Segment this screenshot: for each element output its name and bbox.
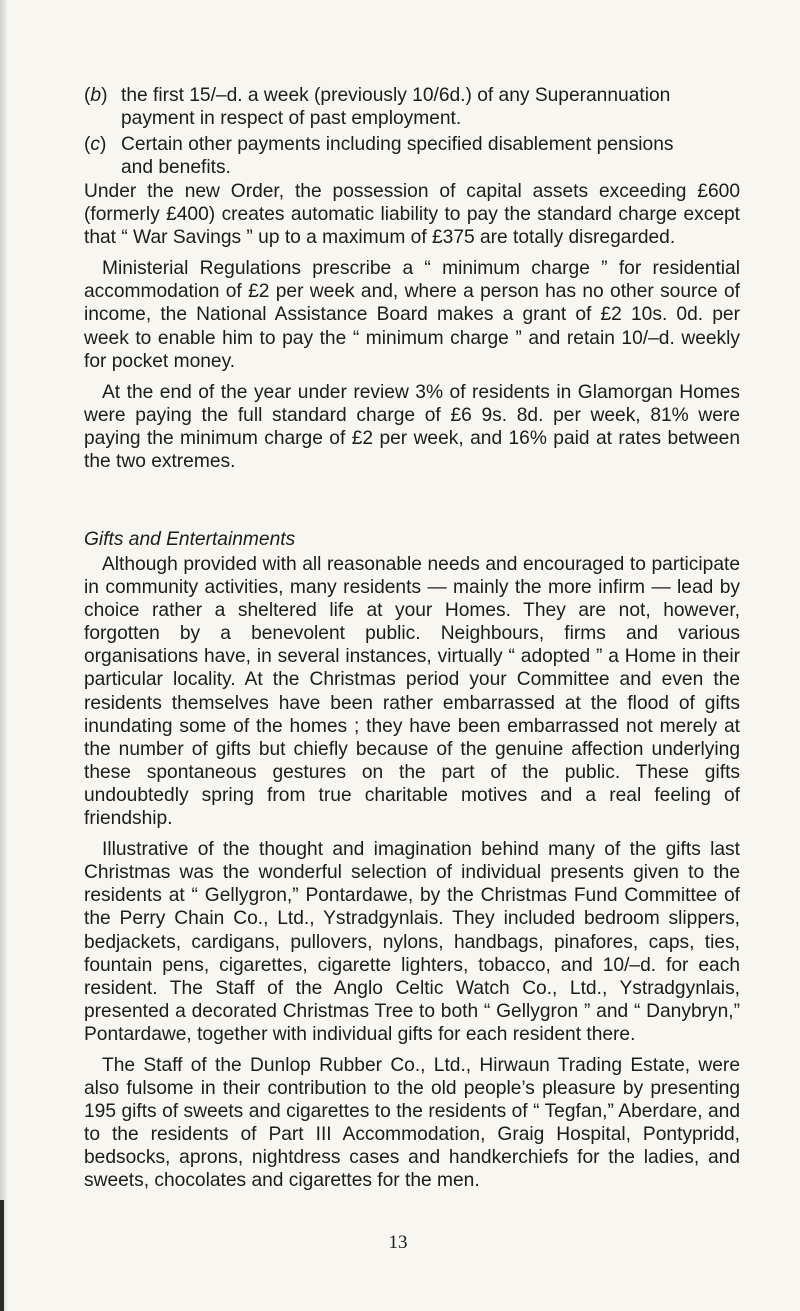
list-item-c-line-1: Certain other payments including specified disablement pensions [121, 134, 674, 156]
paragraph-residents-rates: At the end of the year under review 3% of residents in Glamorgan Homes were paying the full standard charge of £6 9s. 8d. per week, 81% were paying the minimum charge of £2 per week, and 16% paid at rates between the two extremes. [84, 381, 740, 473]
page-number: 13 [388, 1232, 408, 1253]
gifts-paragraphs [84, 553, 740, 1193]
list-block [84, 84, 740, 179]
list-item-c [84, 133, 740, 179]
paragraph-dunlop-gifts: The Staff of the Dunlop Rubber Co., Ltd., Hirwaun Trading Estate, were also fulsome in their contribution to the old people’s pleasure by presenting 195 gifts of sweets and cigarettes to the residents of “ Tegfan,” Aberdare, and to the residents of Part III Accommodation, Graig Hospital, Pontypridd, bedsocks, aprons, nightdress cases and handkerchiefs for the ladies, and sweets, chocolates and cigarettes for the men. [84, 1054, 740, 1192]
paragraph-capital-assets: Under the new Order, the possession of capital assets exceeding £600 (formerly £400) creates automatic liability to pay the standard charge except that “ War Savings ” up to a maximum of £375 are totally disregarded. [84, 181, 740, 249]
paragraph-gellygron-gifts: Illustrative of the thought and imagination behind many of the gifts last Christmas was the wonderful selection of individual presents given to the residents at “ Gellygron,” Pontardawe, by the Christmas Fund Committee of the Perry Chain Co., Ltd., Ystradgynlais. They included bedroom slippers, bedjackets, cardigans, pullovers, nylons, handbags, pinafores, caps, ties, fountain pens, cigarettes, cigarette lighters, tobacco, and 10/–d. for each resident. The Staff of the Anglo Celtic Watch Co., Ltd., Ystradgynlais, presented a decorated Christmas Tree to both “ Gellygron ” and “ Danybryn,” Pontardawe, together with individual gifts for each resident there. [84, 839, 740, 1045]
section-heading-gifts: Gifts and Entertainments [84, 529, 296, 550]
list-marker-b: (b) [84, 85, 108, 106]
list-item-b-line-2: payment in respect of past employment. [121, 108, 462, 130]
paragraph-minimum-charge: Ministerial Regulations prescribe a “ minimum charge ” for residential accommodation of £2 per week and, where a person has no other source of income, the National Assistance Board makes a grant of £2 10s. 0d. per week to enable him to pay the “ minimum charge ” and retain 10/–d. weekly for pocket money. [84, 258, 740, 372]
list-item-b-line-1: the first 15/–d. a week (previously 10/6d.) of any Superannuation [121, 85, 671, 106]
top-paragraphs [84, 180, 740, 473]
list-item-c-line-2: and benefits. [121, 157, 231, 179]
paragraph-gifts-intro: Although provided with all reasonable needs and encouraged to participate in community activities, many residents — mainly the more infirm — lead by choice rather a sheltered life at your Homes. They are not, however, forgotten by a benevolent public. Neighbours, firms and various organisations have, in several instances, virtually “ adopted ” a Home in their particular locality. At the Christmas period your Committee and even the residents themselves have been rather embarrassed at the flood of gifts inundating some of the homes ; they have been embarrassed not merely at the number of gifts but chiefly because of the genuine affection underlying these spontaneous gestures on the part of the public. These gifts undoubtedly spring from true charitable motives and a real feeling of friendship. [84, 554, 740, 830]
list-item-b [84, 84, 740, 130]
scan-edge-shadow [0, 1200, 4, 1311]
list-marker-c: (c) [84, 134, 107, 156]
scan-edge [0, 0, 7, 1311]
